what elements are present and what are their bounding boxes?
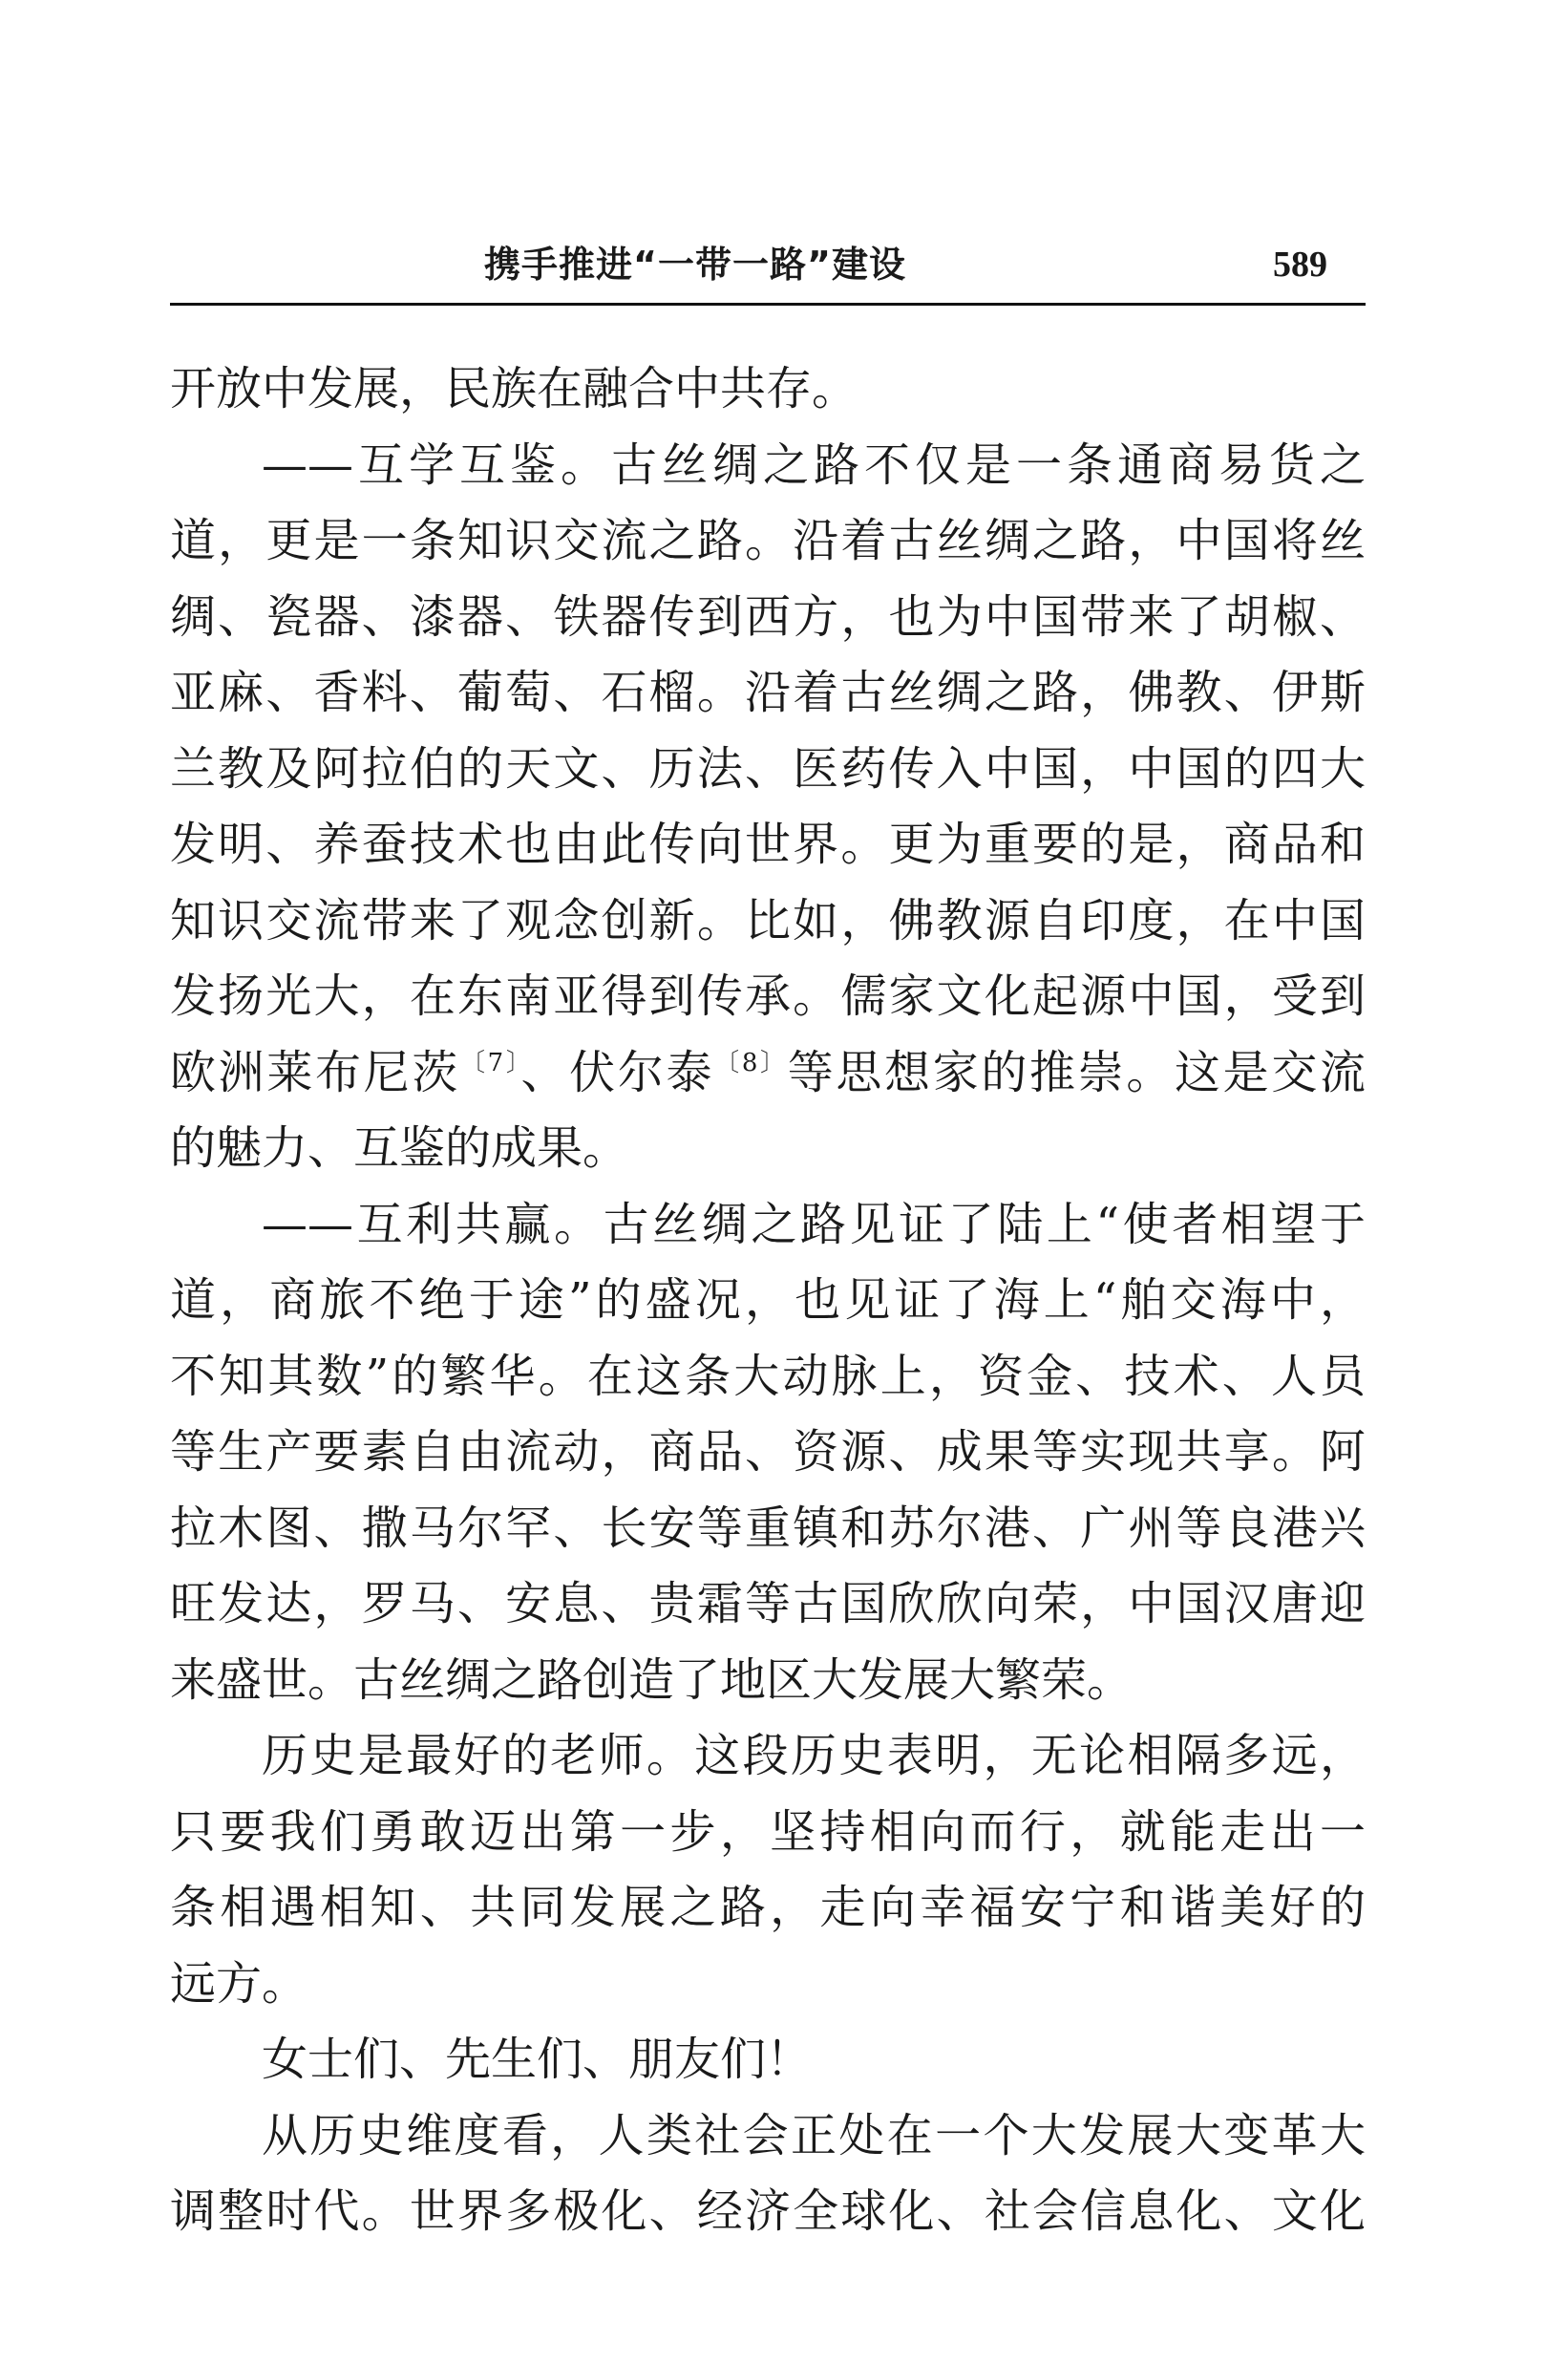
text-line: 发明、养蚕技术也由此传向世界。更为重要的是，商品和: [170, 818, 1366, 871]
text-segment: 等思想家的推崇。这是交流: [787, 1045, 1366, 1099]
header-divider: [170, 303, 1366, 306]
text-line: 道，商旅不绝于途”的盛况，也见证了海上“舶交海中，: [170, 1273, 1366, 1327]
text-line: 只要我们勇敢迈出第一步，坚持相向而行，就能走出一: [170, 1804, 1366, 1859]
text-line: 来盛世。古丝绸之路创造了地区大发展大繁荣。: [170, 1652, 1134, 1707]
text-line-with-footnotes: [170, 1035, 1366, 1112]
text-line: 道，更是一条知识交流之路。沿着古丝绸之路，中国将丝: [170, 514, 1366, 567]
text-line: 的魅力、互鉴的成果。: [170, 1121, 629, 1175]
running-header-title: 携手推进“一带一路”建设: [484, 244, 906, 286]
text-line: 旺发达，罗马、安息、贵霜等古国欣欣向荣，中国汉唐迎: [170, 1577, 1366, 1630]
footnote-marker-8[interactable]: 〔8〕: [714, 1048, 788, 1077]
text-line: 调整时代。世界多极化、经济全球化、社会信息化、文化: [170, 2184, 1366, 2238]
text-line: ——互学互鉴。古丝绸之路不仅是一条通商易货之: [262, 437, 1366, 492]
running-header: [170, 237, 1366, 306]
text-segment: 欧洲莱布尼茨: [170, 1045, 460, 1099]
text-line: 知识交流带来了观念创新。比如，佛教源自印度，在中国: [170, 893, 1366, 948]
text-line: 兰教及阿拉伯的天文、历法、医药传入中国，中国的四大: [170, 741, 1366, 796]
text-segment: 、伏尔泰: [520, 1045, 715, 1099]
text-line: 亚麻、香料、葡萄、石榴。沿着古丝绸之路，佛教、伊斯: [170, 666, 1366, 719]
text-line: 开放中发展，民族在融合中共存。: [170, 362, 858, 415]
text-line: 绸、瓷器、漆器、铁器传到西方，也为中国带来了胡椒、: [170, 589, 1366, 644]
footnote-marker-7[interactable]: 〔7〕: [459, 1048, 521, 1077]
body-text: [170, 351, 1366, 2250]
page-number: 589: [1273, 245, 1327, 285]
text-line: 条相遇相知、共同发展之路，走向幸福安宁和谐美好的: [170, 1881, 1366, 1934]
text-line: 拉木图、撒马尔罕、长安等重镇和苏尔港、广州等良港兴: [170, 1501, 1366, 1555]
text-line: ——互利共赢。古丝绸之路见证了陆上“使者相望于: [262, 1197, 1366, 1251]
text-line: 发扬光大，在东南亚得到传承。儒家文化起源中国，受到: [170, 969, 1366, 1023]
text-line: 远方。: [170, 1956, 308, 2011]
text-line: 历史是最好的老师。这段历史表明，无论相隔多远，: [262, 1729, 1366, 1782]
text-line: 不知其数”的繁华。在这条大动脉上，资金、技术、人员: [170, 1349, 1366, 1403]
text-line: 女士们、先生们、朋友们！: [262, 2033, 813, 2086]
text-line: 等生产要素自由流动，商品、资源、成果等实现共享。阿: [170, 1425, 1366, 1479]
text-line: 从历史维度看，人类社会正处在一个大发展大变革大: [262, 2108, 1366, 2162]
